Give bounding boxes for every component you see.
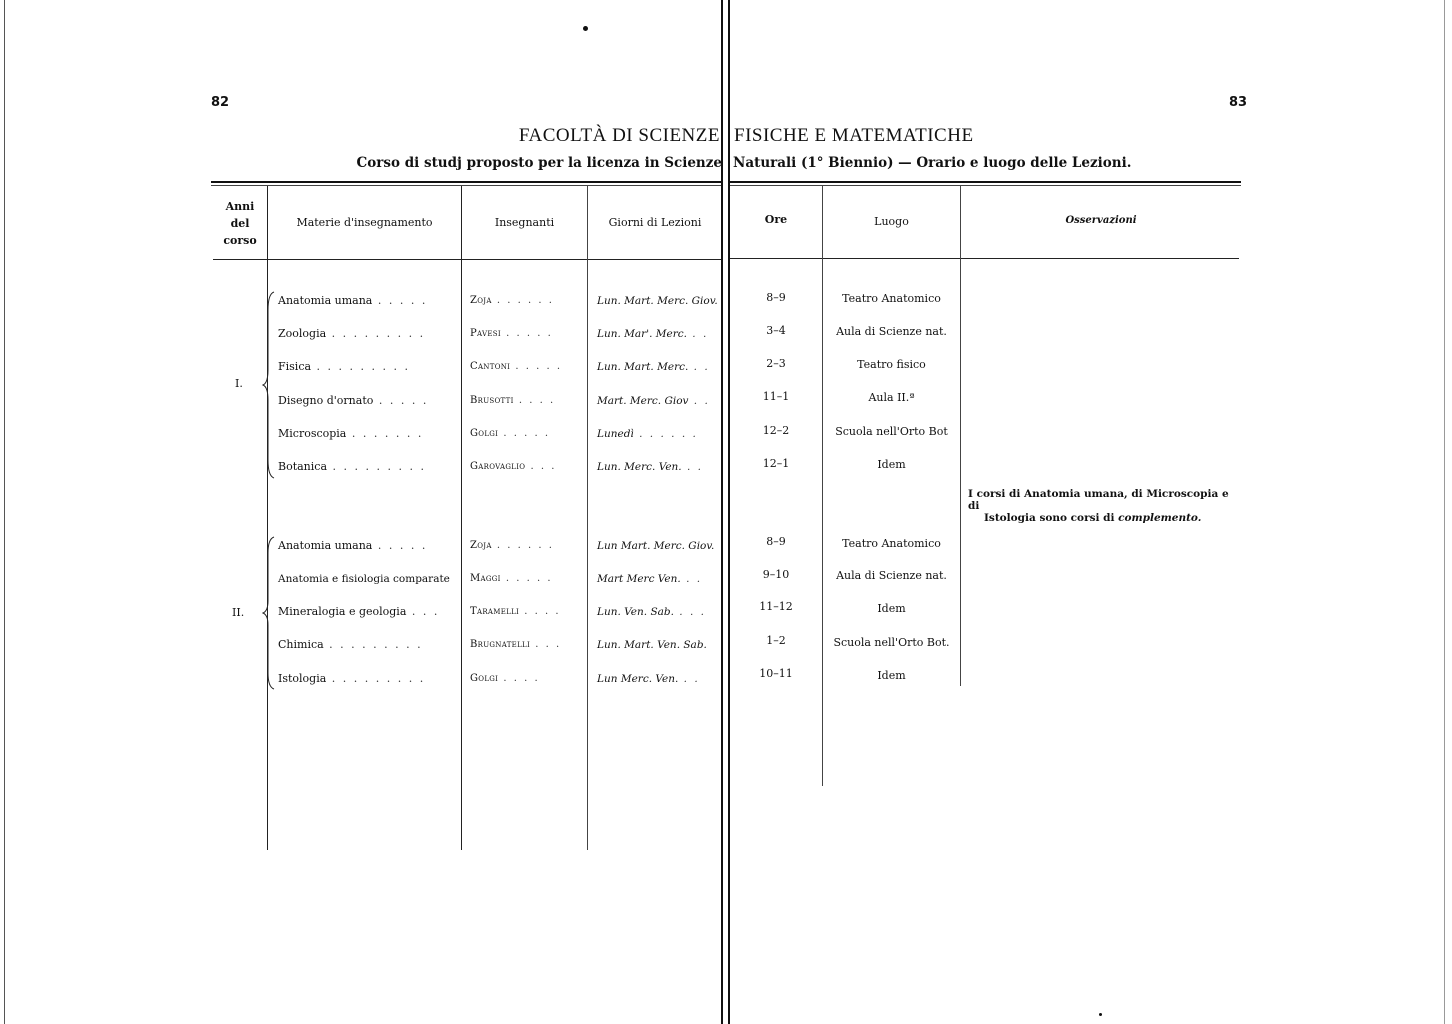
materia-cell	[278, 638, 423, 652]
insegnante-label: Maggi	[470, 573, 501, 584]
leader-dots: . .	[681, 461, 704, 473]
header-anni	[213, 198, 267, 249]
insegnante-cell	[470, 427, 550, 441]
osservazioni-line2-text: Istologia sono corsi di	[984, 512, 1119, 524]
table-top-rule-right	[730, 181, 1241, 183]
leader-dots: . . . . . . . . .	[323, 638, 423, 651]
header-ore: Ore	[764, 213, 788, 226]
leader-dots: . . . . . . . . .	[326, 672, 426, 685]
luogo-cell: Aula II.ª	[868, 391, 915, 404]
col-sep-luogo	[960, 186, 961, 686]
giorni-cell	[597, 360, 710, 374]
osservazioni-line1: I corsi di Anatomia umana, di Microscopia e di	[968, 488, 1229, 512]
leader-dots: . . . . .	[510, 361, 563, 372]
luogo-cell: Idem	[877, 458, 906, 471]
insegnante-label: Zoja	[470, 540, 492, 551]
leader-dots: . . . . . .	[491, 540, 554, 551]
giorni-label: Mart. Merc. Giov	[597, 395, 689, 407]
insegnante-label: Taramelli	[470, 606, 520, 617]
giorni-label: Lunedì	[597, 428, 634, 440]
page-title-right: FISICHE E MATEMATICHE	[734, 125, 974, 146]
insegnante-label: Garovaglio	[470, 461, 526, 472]
luogo-cell: Teatro Anatomico	[842, 537, 941, 550]
ore-cell: 2–3	[766, 357, 786, 370]
materia-label: Istologia	[278, 672, 327, 685]
giorni-cell	[597, 394, 710, 408]
insegnante-cell	[470, 460, 556, 474]
insegnante-label: Cantoni	[470, 361, 511, 372]
year-label-2: II.	[232, 606, 245, 619]
ore-cell: 1–2	[766, 634, 786, 647]
header-bottom-rule	[213, 259, 721, 260]
col-sep-ore	[822, 186, 823, 786]
leader-dots: . . . . .	[372, 539, 428, 552]
giorni-label: Lun. Merc. Ven.	[597, 461, 682, 473]
materia-cell	[278, 460, 426, 474]
giorni-label: Lun. Mar'. Merc.	[597, 328, 687, 340]
osservazioni-note	[968, 488, 1240, 524]
insegnante-cell	[470, 638, 561, 652]
insegnante-label: Golgi	[470, 673, 499, 684]
insegnante-cell	[470, 294, 554, 308]
table-top-rule-right-2	[730, 185, 1241, 186]
insegnante-cell	[470, 539, 554, 553]
giorni-label: Mart Merc Ven.	[597, 573, 681, 585]
luogo-cell: Teatro Anatomico	[842, 292, 941, 305]
leader-dots: . . . . . . . . .	[327, 460, 426, 473]
materia-label: Botanica	[278, 460, 328, 473]
leader-dots: . . .	[525, 461, 557, 472]
insegnante-cell	[470, 360, 562, 374]
giorni-cell: Lun. Mart. Ven. Sab.	[597, 639, 707, 651]
left-page-edge	[4, 0, 5, 1024]
insegnante-cell	[470, 605, 561, 619]
insegnante-cell	[470, 572, 553, 586]
giorni-cell	[597, 460, 703, 474]
header-insegnanti: Insegnanti	[494, 216, 555, 229]
giorni-cell	[597, 605, 706, 619]
col-sep-anni	[267, 186, 268, 850]
header-bottom-rule-right	[730, 258, 1239, 259]
insegnante-label: Pavesi	[470, 328, 501, 339]
page-number-right: 83	[1229, 95, 1248, 110]
giorni-cell	[597, 572, 702, 586]
ore-cell: 8–9	[766, 535, 786, 548]
materia-label: Zoologia	[278, 327, 327, 340]
brace-year-1	[262, 290, 276, 480]
leader-dots: . . . . .	[373, 394, 429, 407]
insegnante-cell	[470, 672, 540, 686]
leader-dots: . . . . .	[372, 294, 428, 307]
gutter-line-left	[721, 0, 723, 1024]
header-anni-line: del	[230, 217, 250, 230]
header-luogo: Luogo	[874, 215, 909, 228]
giorni-cell: Lun Mart. Merc. Giov.	[597, 540, 715, 552]
luogo-cell: Scuola nell'Orto Bot.	[833, 636, 950, 649]
giorni-cell	[597, 327, 708, 341]
materia-cell	[278, 605, 439, 619]
ore-cell: 12–1	[762, 457, 790, 470]
subtitle-left: Corso di studj proposto per la licenza in Scienze	[356, 155, 722, 171]
luogo-cell: Aula di Scienze nat.	[836, 325, 947, 338]
leader-dots: . . .	[406, 605, 440, 618]
materia-cell	[278, 539, 427, 553]
leader-dots: . . .	[530, 639, 562, 650]
ore-cell: 11–12	[759, 600, 793, 613]
materia-cell	[278, 394, 428, 408]
leader-dots: . . .	[673, 606, 706, 618]
materia-label: Anatomia e fisiologia comparate	[278, 573, 450, 585]
luogo-cell: Teatro fisico	[857, 358, 926, 371]
leader-dots: . .	[678, 673, 700, 685]
leader-dots: . . . . . . . . .	[311, 360, 410, 373]
page-number-left: 82	[211, 95, 230, 110]
luogo-cell: Scuola nell'Orto Bot	[835, 425, 948, 438]
luogo-cell: Aula di Scienze nat.	[836, 569, 947, 582]
header-anni-line: corso	[223, 234, 257, 247]
right-page-edge	[1444, 0, 1445, 1024]
leader-dots: . . . .	[519, 606, 561, 617]
leader-dots: . . . . .	[498, 428, 551, 439]
ore-cell: 9–10	[762, 568, 790, 581]
insegnante-label: Brusotti	[470, 395, 514, 406]
col-sep-materie	[461, 186, 462, 850]
ore-cell: 11–1	[762, 390, 790, 403]
brace-year-2	[262, 535, 276, 690]
table-top-rule-2	[211, 185, 721, 186]
leader-dots: . .	[686, 328, 709, 340]
leader-dots: . . . .	[513, 395, 556, 406]
insegnante-cell	[470, 394, 555, 408]
leader-dots: . . . . . .	[633, 428, 698, 440]
col-sep-insegnanti	[587, 186, 588, 850]
giorni-label: Lun. Mart. Merc.	[597, 361, 689, 373]
materia-label: Anatomia umana	[278, 294, 373, 307]
leader-dots: . . . .	[498, 673, 540, 684]
ore-cell: 3–4	[766, 324, 786, 337]
materia-cell	[278, 427, 423, 441]
ore-cell: 12–2	[762, 424, 790, 437]
table-top-rule	[211, 181, 721, 183]
leader-dots: . .	[688, 361, 710, 373]
page-title-left: FACOLTÀ DI SCIENZE	[518, 125, 720, 146]
leader-dots: . . . . . . . . .	[326, 327, 426, 340]
header-anni-line: Anni	[225, 200, 255, 213]
header-giorni: Giorni di Lezioni	[608, 216, 702, 229]
bottom-dot	[1099, 1013, 1102, 1016]
materia-cell	[278, 327, 425, 341]
materia-cell	[278, 294, 427, 308]
giorni-cell	[597, 427, 698, 441]
insegnante-label: Brugnatelli	[470, 639, 531, 650]
osservazioni-emphasis: complemento.	[1118, 512, 1202, 524]
top-dot	[583, 26, 588, 31]
materia-cell	[278, 672, 425, 686]
materia-label: Microscopia	[278, 427, 347, 440]
year-label-1: I.	[235, 377, 243, 390]
header-anni-line1	[213, 198, 267, 249]
gutter-line-right	[728, 0, 730, 1024]
luogo-cell: Idem	[877, 602, 906, 615]
leader-dots: . . . . . . .	[346, 427, 424, 440]
luogo-cell: Idem	[877, 669, 906, 682]
leader-dots: . . . . .	[500, 328, 553, 339]
leader-dots: . .	[680, 573, 703, 585]
giorni-label: Lun. Ven. Sab.	[597, 606, 674, 618]
leader-dots: . .	[688, 395, 710, 407]
insegnante-label: Golgi	[470, 428, 499, 439]
ore-cell: 10–11	[759, 667, 793, 680]
insegnante-cell	[470, 327, 553, 341]
materia-label: Disegno d'ornato	[278, 394, 374, 407]
osservazioni-line2	[968, 512, 1240, 524]
ore-cell: 8–9	[766, 291, 786, 304]
giorni-cell	[597, 672, 700, 686]
insegnante-label: Zoja	[470, 295, 492, 306]
header-osservazioni: Osservazioni	[1065, 215, 1137, 226]
materia-label: Fisica	[278, 360, 312, 373]
subtitle-right: Naturali (1° Biennio) — Orario e luogo delle Lezioni.	[733, 155, 1132, 171]
leader-dots: . . . . .	[500, 573, 553, 584]
materia-label: Anatomia umana	[278, 539, 373, 552]
materia-label: Mineralogia e geologia	[278, 605, 407, 618]
header-materie: Materie d'insegnamento	[296, 216, 433, 229]
materia-cell	[278, 572, 450, 586]
giorni-label: Lun Merc. Ven.	[597, 673, 679, 685]
materia-label: Chimica	[278, 638, 324, 651]
giorni-cell: Lun. Mart. Merc. Giov.	[597, 295, 718, 307]
leader-dots: . . . . . .	[491, 295, 554, 306]
materia-cell	[278, 360, 410, 374]
